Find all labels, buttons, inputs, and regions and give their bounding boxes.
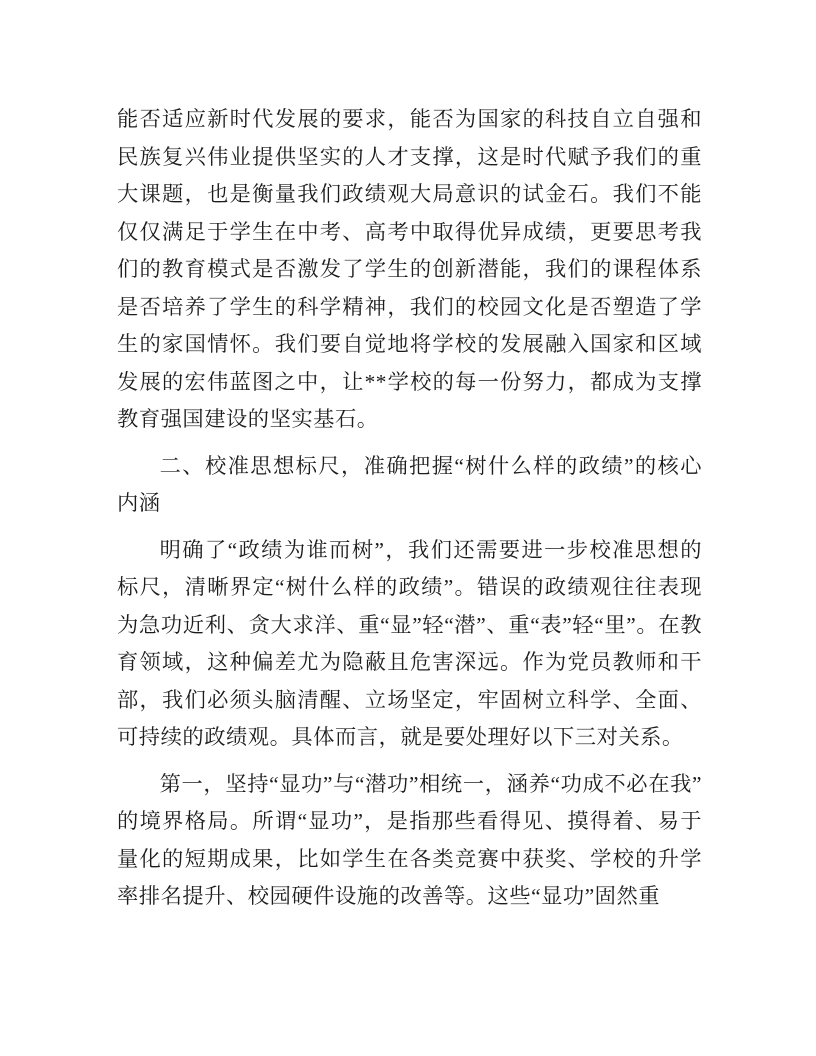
paragraph-continued: 能否适应新时代发展的要求，能否为国家的科技自立自强和民族复兴伟业提供坚实的人才支撑，这是时代赋予我们的重大课题，也是衡量我们政绩观大局意识的试金石。我们不能仅仅满足于学生在中考、高考中取得优异成绩，更要思考我们的教育模式是否激发了学生的创新潜能，我们的课程体系是否培养了学生的科学精神，我们的校园文化是否塑造了学生的家国情怀。我们要自觉地将学校的发展融入国家和区域发展的宏伟蓝图之中，让**学校的每一份努力，都成为支撑教育强国建设的坚实基石。 — [117, 107, 702, 431]
paragraph: 明确了“政绩为谁而树”，我们还需要进一步校准思想的标尺，清晰界定“树什么样的政绩”。错误的政绩观往往表现为急功近利、贪大求洋、重“显”轻“潜”、重“表”轻“里”。在教育领域，这种偏差尤为隐蔽且危害深远。作为党员教师和干部，我们必须头脑清醒、立场坚定，牢固树立科学、全面、可持续的政绩观。具体而言，就是要处理好以下三对关系。 — [117, 537, 702, 749]
paragraph: 第一，坚持“显功”与“潜功”相统一，涵养“功成不必在我”的境界格局。所谓“显功”，是指那些看得见、摸得着、易于量化的短期成果，比如学生在各类竞赛中获奖、学校的升学率排名提升、校园硬件设施的改善等。这些“显功”固然重 — [117, 771, 702, 908]
document-text-block — [117, 101, 702, 925]
section-heading: 二、校准思想标尺，准确把握“树什么样的政绩”的核心内涵 — [117, 453, 702, 515]
